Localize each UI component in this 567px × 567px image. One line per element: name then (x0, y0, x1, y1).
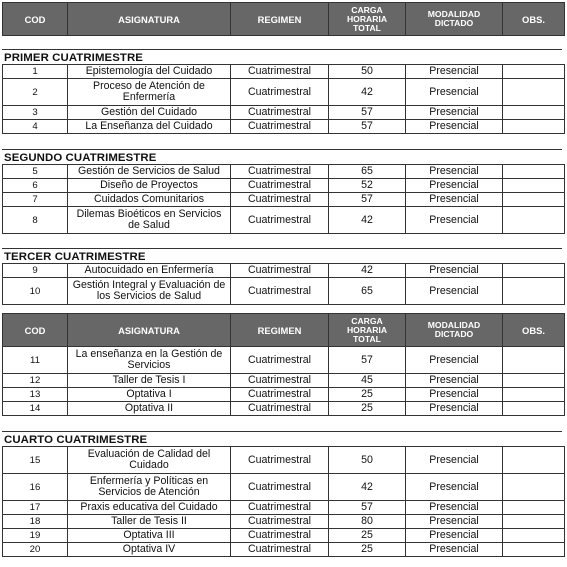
table-row: 6 Diseño de Proyectos Cuatrimestral 52 Presencial (3, 179, 565, 193)
table-header-2 (2, 313, 565, 416)
table-header-1 (2, 2, 565, 36)
section-title-segundo: SEGUNDO CUATRIMESTRE (2, 149, 562, 164)
table-section-3 (2, 263, 565, 305)
table-row: 15 Evaluación de Calidad del Cuidado Cuatrimestral 50 Presencial (3, 447, 565, 474)
table-row: 20 Optativa IV Cuatrimestral 25 Presencial (3, 543, 565, 557)
table-section-2 (2, 164, 565, 234)
section-title-primer: PRIMER CUATRIMESTRE (2, 49, 562, 64)
table-row: 17 Praxis educativa del Cuidado Cuatrimestral 57 Presencial (3, 501, 565, 515)
table-row: 11 La enseñanza en la Gestión de Servicios Cuatrimestral 57 Presencial (3, 347, 565, 374)
table-row: 1 Epistemología del Cuidado Cuatrimestral 50 Presencial (3, 65, 565, 79)
table-row: 7 Cuidados Comunitarios Cuatrimestral 57 Presencial (3, 193, 565, 207)
table-row: 8 Dilemas Bioéticos en Servicios de Salud Cuatrimestral 42 Presencial (3, 207, 565, 234)
table-row: 16 Enfermería y Políticas en Servicios de Atención Cuatrimestral 42 Presencial (3, 474, 565, 501)
table-row: 3 Gestión del Cuidado Cuatrimestral 57 Presencial (3, 106, 565, 120)
col-header-obs: OBS. (503, 3, 565, 36)
table-row: 14 Optativa II Cuatrimestral 25 Presencial (3, 402, 565, 416)
section-title-cuarto: CUARTO CUATRIMESTRE (2, 431, 562, 446)
section-title-tercer: TERCER CUATRIMESTRE (2, 248, 562, 263)
col-header-carga: CARGA HORARIA TOTAL (329, 3, 406, 36)
col-header-modalidad-2: MODALIDAD DICTADO (406, 314, 503, 347)
col-header-asignatura-2: ASIGNATURA (68, 314, 231, 347)
table-row: 5 Gestión de Servicios de Salud Cuatrimestral 65 Presencial (3, 165, 565, 179)
table-row: 12 Taller de Tesis I Cuatrimestral 45 Presencial (3, 374, 565, 388)
col-header-asignatura: ASIGNATURA (68, 3, 231, 36)
col-header-carga-2: CARGA HORARIA TOTAL (329, 314, 406, 347)
table-section-5 (2, 446, 565, 557)
col-header-modalidad: MODALIDAD DICTADO (406, 3, 503, 36)
col-header-regimen-2: REGIMEN (231, 314, 329, 347)
table-section-1 (2, 64, 565, 134)
table-row: 4 La Enseñanza del Cuidado Cuatrimestral 57 Presencial (3, 120, 565, 134)
table-row: 13 Optativa I Cuatrimestral 25 Presencial (3, 388, 565, 402)
table-row: 19 Optativa III Cuatrimestral 25 Presencial (3, 529, 565, 543)
table-row: 10 Gestión Integral y Evaluación de los Servicios de Salud Cuatrimestral 65 Presencial (3, 278, 565, 305)
col-header-obs-2: OBS. (503, 314, 565, 347)
table-row: 2 Proceso de Atención de Enfermería Cuatrimestral 42 Presencial (3, 79, 565, 106)
col-header-cod: COD (3, 3, 68, 36)
col-header-regimen: REGIMEN (231, 3, 329, 36)
table-row: 18 Taller de Tesis II Cuatrimestral 80 Presencial (3, 515, 565, 529)
table-row: 9 Autocuidado en Enfermería Cuatrimestral 42 Presencial (3, 264, 565, 278)
col-header-cod-2: COD (3, 314, 68, 347)
